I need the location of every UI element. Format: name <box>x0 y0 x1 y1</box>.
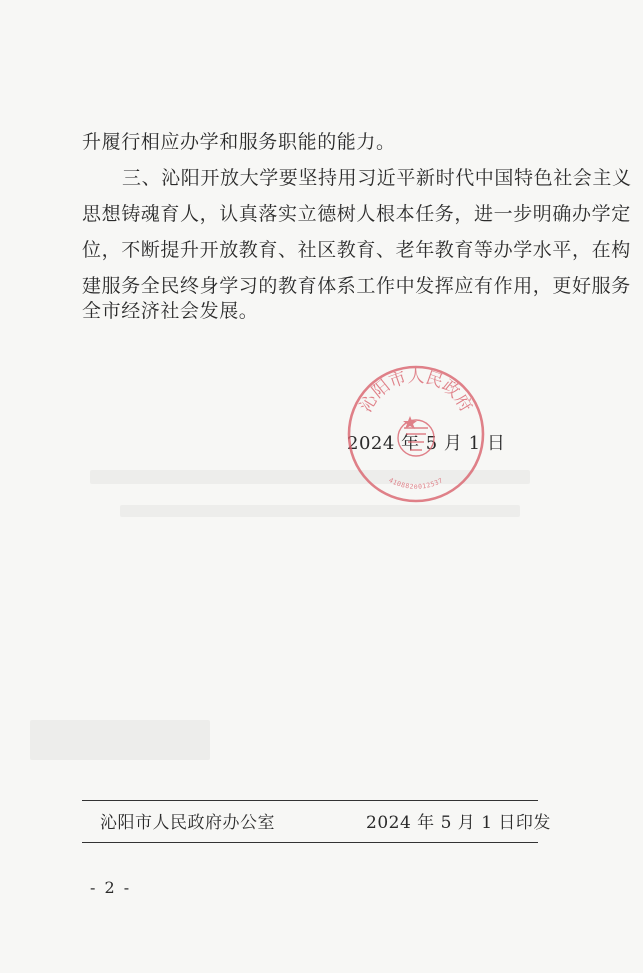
body-line-1: 升履行相应办学和服务职能的能力。 <box>82 131 396 153</box>
page-number: - 2 - <box>90 878 132 897</box>
footer-issue-date: 2024 年 5 月 1 日印发 <box>366 813 551 833</box>
bleed-through-mark <box>120 505 520 517</box>
seal-code: 4108820012537 <box>387 476 445 491</box>
body-line-6: 全市经济社会发展。 <box>82 300 259 322</box>
seal-text: 沁阳市人民政府 <box>356 366 476 416</box>
body-line-2: 三、沁阳开放大学要坚持用习近平新时代中国特色社会主义 <box>122 167 632 189</box>
body-line-5: 建服务全民终身学习的教育体系工作中发挥应有作用，更好服务 <box>82 275 631 297</box>
body-line-4: 位，不断提升开放教育、社区教育、老年教育等办学水平，在构 <box>82 239 631 261</box>
bleed-through-mark <box>90 470 530 484</box>
footer-top-rule <box>82 800 538 801</box>
bleed-through-mark <box>30 720 210 760</box>
body-line-3: 思想铸魂育人，认真落实立德树人根本任务，进一步明确办学定 <box>82 203 631 225</box>
footer-issuer: 沁阳市人民政府办公室 <box>100 813 275 833</box>
signature-date: 2024 年 5 月 1 日 <box>347 433 506 454</box>
footer-bottom-rule <box>82 842 538 843</box>
